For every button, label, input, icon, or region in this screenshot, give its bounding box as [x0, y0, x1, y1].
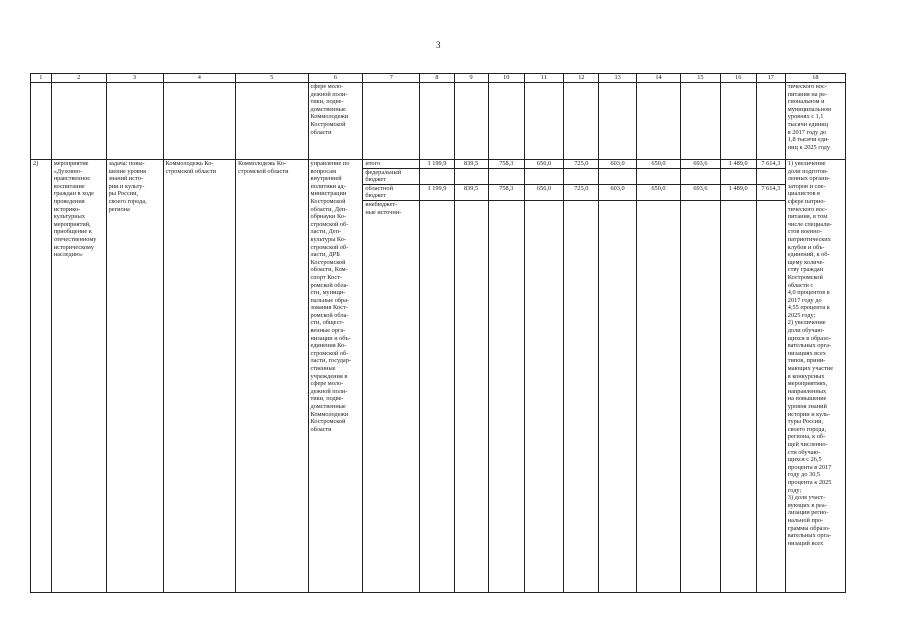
value-cell: 839,5 [454, 184, 488, 200]
row-number: 2) [31, 160, 52, 593]
value-cell [720, 200, 756, 592]
value-cell [524, 168, 563, 184]
value-cell: 656,0 [524, 160, 563, 169]
value-cell [564, 200, 599, 592]
header-cell: 12 [564, 74, 599, 83]
value-cell: 650,0 [636, 160, 681, 169]
source-label: областной бюджет [363, 184, 420, 200]
value-cell [756, 168, 785, 184]
header-cell: 18 [785, 74, 845, 83]
program-table [30, 73, 846, 593]
value-cell: 725,0 [564, 160, 599, 169]
value-cell: 693,6 [681, 184, 720, 200]
header-cell: 11 [524, 74, 563, 83]
header-cell: 2 [51, 74, 106, 83]
value-cell: 758,3 [488, 184, 524, 200]
header-cell: 3 [106, 74, 163, 83]
header-cell: 4 [163, 74, 235, 83]
header-cell: 5 [236, 74, 308, 83]
value-cell: 758,3 [488, 160, 524, 169]
table-row [31, 160, 846, 169]
value-cell: 1 489,0 [720, 184, 756, 200]
header-cell: 6 [308, 74, 363, 83]
value-cell [420, 168, 454, 184]
header-cell: 13 [599, 74, 636, 83]
header-cell: 14 [636, 74, 681, 83]
header-cell: 16 [720, 74, 756, 83]
source-label: итого [363, 160, 420, 169]
executors-cont: сфере моло- дежной поли- тики, подве- домственные Коммолодежи Костромской области [308, 83, 363, 160]
co-executors: управление по вопросам внутренней политики ад- министрации Костромской области, Деп- обрнауки Ко- стромской об- ласти, Деп- культуры Ко- стромской об- ласти, ДРБ Костромской области, Ком- спорт Кост- ромской обла- сти, муници- пальные обра- зования Кост- ромской обла- сти, общест- венные орга- низации и объ- единения Ко- стромской об- ласти, государ- ственные учреждения в сфере моло- дежной поли- тики, подве- домственные Коммолодежи Костромской области [308, 160, 363, 593]
header-cell: 15 [681, 74, 720, 83]
header-cell: 17 [756, 74, 785, 83]
value-cell: 693,6 [681, 160, 720, 169]
task-description: задача: повы- шение уровня знаний исто- рии и культу- ры России, своего города, региона [106, 160, 163, 593]
value-cell: 1 199,9 [420, 160, 454, 169]
value-cell [420, 200, 454, 592]
header-cell: 1 [31, 74, 52, 83]
table-header-row [31, 74, 846, 83]
value-cell [488, 200, 524, 592]
source-label: внебюджет- ные источни- [363, 200, 420, 592]
value-cell: 603,0 [599, 160, 636, 169]
header-cell: 8 [420, 74, 454, 83]
value-cell: 725,0 [564, 184, 599, 200]
value-cell [454, 200, 488, 592]
value-cell [599, 168, 636, 184]
value-cell: 656,0 [524, 184, 563, 200]
measure-name: мероприятие «Духовно- нравственное воспитание граждан в ходе проведения историко- культурных мероприятий, приобщение к отечественному историческому наследию» [51, 160, 106, 593]
header-cell: 9 [454, 74, 488, 83]
value-cell: 603,0 [599, 184, 636, 200]
value-cell [636, 168, 681, 184]
target-indicators: 1) увеличение доли подготов- ленных органи- заторов и спе- циалистов в сфере патрио- тического вос- питания, в том числе специали- стов военно- патриотических клубов и объ- единений, к об- щему количе- ству граждан Костромской области с 4,0 процентов в 2017 году до 4,55 процента к 2025 году; 2) увеличение доли обучаю- щихся в образо- вательных орга- низациях всех типов, прини- мающих участие в конкурсных мероприятиях, направленных на повышение уровня знаний истории и куль- туры России, своего города, региона, к об- щей численно- сти обучаю- щихся с 26,5 процента в 2017 году до 30,5 процента к 2025 году; 3) доля участ- вующих в реа- лизации регио- нальной про- граммы образо- вательных орга- низаций всех [785, 160, 845, 593]
header-cell: 10 [488, 74, 524, 83]
source-label: федеральный бюджет [363, 168, 420, 184]
value-cell [564, 168, 599, 184]
value-cell [454, 168, 488, 184]
value-cell [488, 168, 524, 184]
coordinator: Коммолодежь Ко- стромской области [236, 160, 308, 593]
indicators-cont: тического вос- питания на ре- гиональном и муниципальном уровнях с 1,1 тысячи единиц в 2017 году до 1,8 тысячи еди- ниц к 2025 году [785, 83, 845, 160]
value-cell [599, 200, 636, 592]
value-cell: 650,0 [636, 184, 681, 200]
header-cell: 7 [363, 74, 420, 83]
responsible-executor: Коммолодежь Ко- стромской области [163, 160, 235, 593]
value-cell: 839,5 [454, 160, 488, 169]
value-cell [681, 168, 720, 184]
continuation-row [31, 83, 846, 160]
value-cell [636, 200, 681, 592]
value-cell [524, 200, 563, 592]
value-cell [720, 168, 756, 184]
value-cell [756, 200, 785, 592]
value-cell: 1 489,0 [720, 160, 756, 169]
page-number: 3 [436, 40, 441, 50]
value-cell: 7 614,3 [756, 184, 785, 200]
value-cell [681, 200, 720, 592]
value-cell: 7 614,3 [756, 160, 785, 169]
value-cell: 1 199,9 [420, 184, 454, 200]
